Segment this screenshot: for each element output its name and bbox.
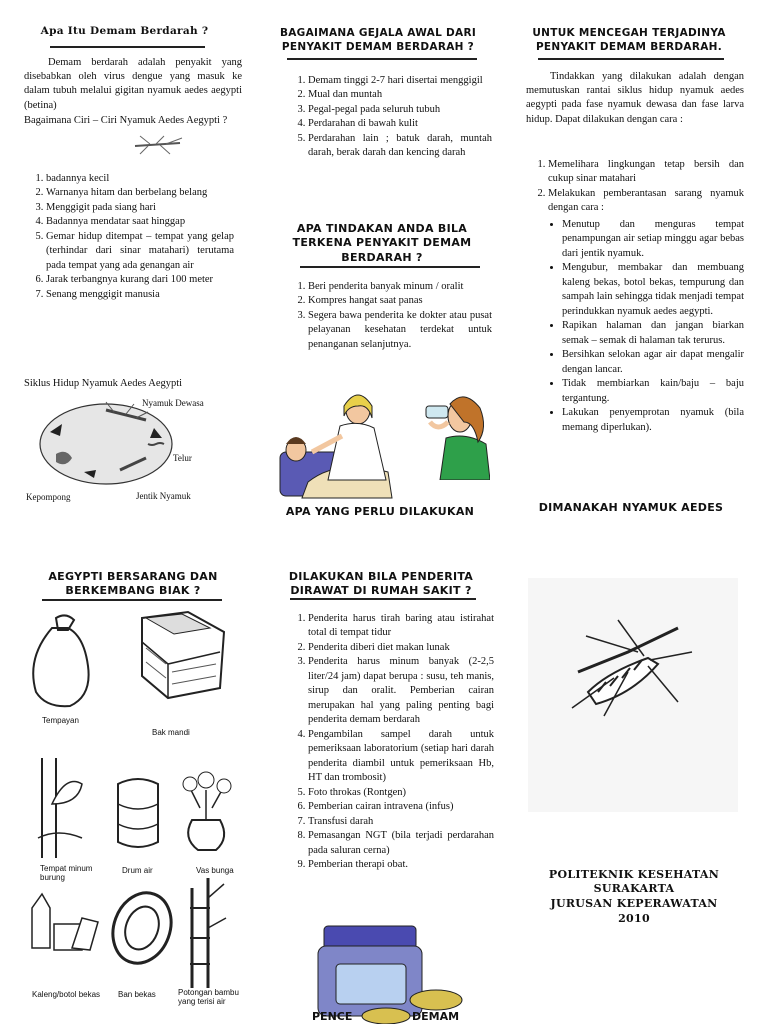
col5-title-rule <box>290 598 476 600</box>
label-bambu: Potongan bambu yang terisi air <box>178 988 239 1006</box>
list-item: 1. Beri penderita banyak minum / oralit <box>308 280 492 294</box>
bullet-item: • Lakukan penyemprotan nyamuk (bila memang diperlukan). <box>562 406 744 435</box>
col2-gejala-list <box>286 74 492 161</box>
bullet-item: • Bersihkan selokan agar air dapat mengalir dengan lancar. <box>562 348 744 377</box>
list-item: 5. Foto throkas (Rontgen) <box>308 786 494 800</box>
col2-tindakan-rule <box>300 266 480 268</box>
col3-title: UNTUK MENCEGAH TERJADINYA PENYAKIT DEMAM BERDARAH. <box>532 27 726 53</box>
label-drum-air: Drum air <box>122 866 153 875</box>
col1-ciri-list <box>24 172 234 302</box>
list-item: 4. Badannya mendatar saat hinggap <box>46 215 234 229</box>
person-drinking-illustration <box>420 392 490 480</box>
list-item-text: Melakukan pemberantasan sarang nyamuk dengan cara : <box>548 187 744 214</box>
col2-perlu-title: APA YANG PERLU DILAKUKAN <box>285 505 475 518</box>
list-item: 2. Kompres hangat saat panas <box>308 294 492 308</box>
label-ban-bekas: Ban bekas <box>118 990 156 999</box>
list-item: 3. Menggigit pada siang hari <box>46 201 234 215</box>
list-item: 4. Pengambilan sampel darah untuk pemeriksaan laboratorium (setiap hari darah penderita diambil untuk pemeriksaan Hb, HT dan trombosit) <box>308 728 494 786</box>
col5-footer-right: DEMAM <box>412 1010 460 1023</box>
col3-bullet-list <box>548 218 744 435</box>
list-item: 5. Gemar hidup ditempat – tempat yang gelap (terhindar dari sinar matahari) terutama pada tempat yang ada genangan air <box>46 230 234 273</box>
list-item: 7. Senang menggigit manusia <box>46 288 234 302</box>
label-tempat-minum-burung: Tempat minum burung <box>40 864 93 882</box>
label-kepompong: Kepompong <box>26 492 71 502</box>
label-telur: Telur <box>173 453 192 463</box>
col4-title: AEGYPTI BERSARANG DAN BERKEMBANG BIAK ? <box>48 570 218 598</box>
department-name: JURUSAN KEPERAWATAN <box>550 897 718 910</box>
list-item: 3. Penderita harus minum banyak (2-2,5 liter/24 jam) dapat berupa : susu, teh manis, sirup dan oralit. Pemberian cairan merupakan hal yang paling penting bagi penderita demam berdarah <box>308 655 494 727</box>
col3-title-rule <box>538 58 724 60</box>
bullet-item: • Rapikan halaman dan jangan biarkan semak – semak di halaman tak terurus. <box>562 319 744 348</box>
list-item: 2. Warnanya hitam dan berbelang belang <box>46 186 234 200</box>
list-item <box>548 187 744 435</box>
life-cycle-diagram <box>36 398 186 490</box>
label-tempayan: Tempayan <box>42 716 79 725</box>
col1-title-rule <box>50 46 205 48</box>
col2-tindakan-list <box>286 280 492 352</box>
label-jentik: Jentik Nyamuk <box>136 491 191 501</box>
col1-intro: Demam berdarah adalah penyakit yang disebabkan oleh virus dengue yang masuk ke dalam tubuh melalui gigitan nyamuk aedes aegypti (betina) <box>24 57 242 111</box>
list-item: 4. Perdarahan di bawah kulit <box>308 117 492 131</box>
list-item: 1. Demam tinggi 2-7 hari disertai menggigil <box>308 74 492 88</box>
col5-title: DILAKUKAN BILA PENDERITA DIRAWAT DI RUMAH SAKIT ? <box>288 570 474 598</box>
label-nyamuk-dewasa: Nyamuk Dewasa <box>142 398 204 408</box>
col5-list <box>286 612 494 873</box>
mosquito-large-icon <box>558 612 698 722</box>
col5-footer-left: PENCE <box>312 1010 353 1023</box>
medicine-jar-illustration <box>316 920 466 1024</box>
col2-tindakan-title: APA TINDAKAN ANDA BILA TERKENA PENYAKIT DEMAM BERDARAH ? <box>292 222 472 264</box>
col2-title-rule <box>287 58 477 60</box>
institution-name: POLITEKNIK KESEHATAN SURAKARTA <box>548 868 720 896</box>
list-item: 8. Pemasangan NGT (bila terjadi perdarahan pada saluran cerna) <box>308 829 494 858</box>
label-kaleng: Kaleng/botol bekas <box>32 990 101 999</box>
year: 2010 <box>618 912 650 925</box>
list-item: 2. Mual dan muntah <box>308 88 492 102</box>
list-item: 9. Pemberian therapi obat. <box>308 858 494 872</box>
col3-intro: Tindakkan yang dilakukan adalah dengan memutuskan rantai siklus hidup nyamuk aedes aegypti pada fase nyamuk dewasa dan fase larva hidup. Dapat dilakukan dengan cara : <box>526 71 744 125</box>
list-item: 7. Transfusi darah <box>308 815 494 829</box>
list-item: 3. Segera bawa penderita ke dokter atau pusat pelayanan kesehatan terdekat untuk penanganan selanjutnya. <box>308 309 492 352</box>
col4-title-rule <box>42 599 222 601</box>
col2-title: BAGAIMANA GEJALA AWAL DARI PENYAKIT DEMAM BERDARAH ? <box>279 27 477 53</box>
bullet-item: • Menutup dan menguras tempat penampungan air setiap minggu agar bebas dari jentik nyamuk. <box>562 218 744 261</box>
col1-siklus-title: Siklus Hidup Nyamuk Aedes Aegypti <box>24 378 183 389</box>
list-item: 1. Memelihara lingkungan tetap bersih dan cukup sinar matahari <box>548 158 744 187</box>
bullet-item: • Tidak membiarkan kain/baju – baju tergantung. <box>562 377 744 406</box>
list-item: 6. Pemberian cairan intravena (infus) <box>308 800 494 814</box>
list-item: 3. Pegal-pegal pada seluruh tubuh <box>308 103 492 117</box>
col3-dimanakah-title: DIMANAKAH NYAMUK AEDES <box>538 501 724 514</box>
mosquito-small-icon <box>130 134 190 156</box>
label-vas-bunga: Vas bunga <box>196 866 234 875</box>
list-item: 2. Penderita diberi diet makan lunak <box>308 641 494 655</box>
breeding-sites-illustration <box>22 608 252 1018</box>
list-item: 1. Penderita harus tirah baring atau istirahat total di tempat tidur <box>308 612 494 641</box>
list-item: 6. Jarak terbangnya kurang dari 100 meter <box>46 273 234 287</box>
col1-title: Apa Itu Demam Berdarah ? <box>40 25 209 37</box>
list-item: 5. Perdarahan lain ; batuk darah, muntah darah, berak darah dan kencing darah <box>308 132 492 161</box>
col3-cara-list <box>526 158 744 435</box>
bullet-item: • Mengubur, membakar dan membuang kaleng bekas, botol bekas, tempurung dan sampah lain sehingga tidak menjadi tempat perindukkan nyamuk aedes aegypti. <box>562 261 744 319</box>
label-bak-mandi: Bak mandi <box>152 728 190 737</box>
list-item: 1. badannya kecil <box>46 172 234 186</box>
nurse-patient-illustration <box>278 392 400 500</box>
col1-ciri-title: Bagaimana Ciri – Ciri Nyamuk Aedes Aegypti ? <box>24 115 228 126</box>
